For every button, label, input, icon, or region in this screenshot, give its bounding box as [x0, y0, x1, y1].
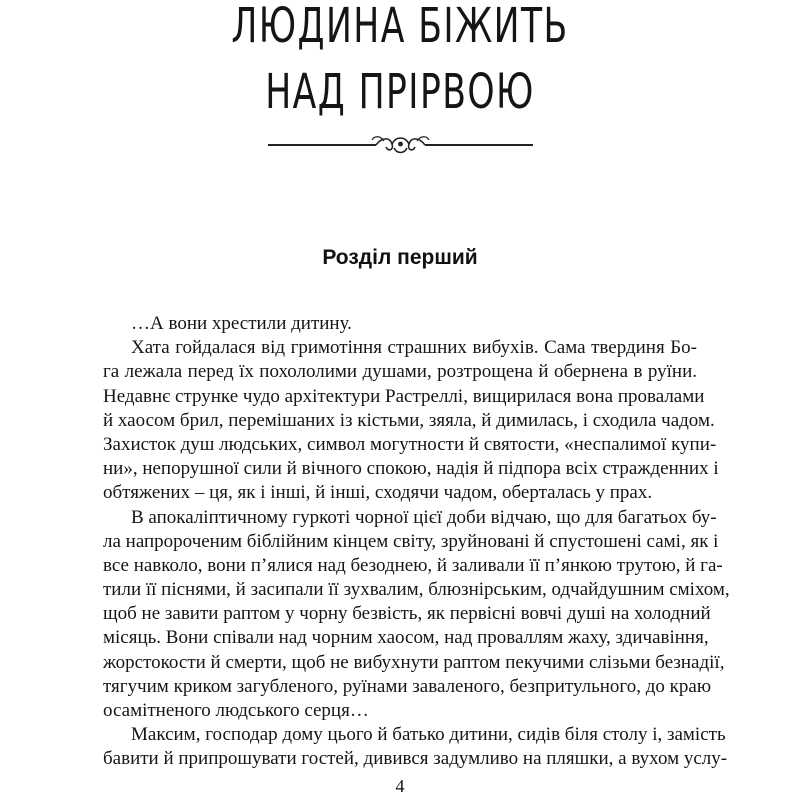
- page-number: 4: [395, 776, 405, 796]
- body-text: [103, 312, 730, 772]
- text-line: Максим, господар дому цього й батько дитини, сидів біля столу і, замість: [131, 724, 726, 746]
- book-title-line-1: ЛЮДИНА БІЖИТЬ: [231, 0, 569, 54]
- text-line: бавити й припрошувати гостей, дивився задумливо на пляшки, а вухом услу-: [103, 748, 728, 770]
- text-line: й хаосом брил, перемішаних із кістьми, зяяла, й димилась, і сходила чадом.: [103, 409, 715, 431]
- text-line: щоб не завити раптом у чорну безвість, як первісні вовчі душі на холодний: [103, 603, 711, 625]
- text-line: Хата гойдалася від гримотіння страшних вибухів. Сама твердиня Бо-: [131, 337, 697, 359]
- text-line: місяць. Вони співали над чорним хаосом, над проваллям жаху, здичавіння,: [103, 627, 709, 649]
- text-line: …А вони хрестили дитину.: [131, 313, 352, 334]
- text-line: тягучим криком загубленого, руїнами заваленого, безпритульного, до краю: [103, 675, 712, 697]
- chapter-heading: Розділ перший: [322, 246, 478, 269]
- text-line: все навколо, вони п’ялися над безоднею, й заливали її п’янкою трутою, й га-: [103, 554, 723, 576]
- text-line: жорстокости й смерти, щоб не вибухнути раптом пекучими слізьми безнадії,: [103, 651, 725, 673]
- text-line: Захисток душ людських, символ могутности й святости, «неспалимої купи-: [103, 433, 717, 455]
- text-line: обтяжених – ця, як і інші, й інші, сходячи чадом, оберталась у прах.: [103, 482, 653, 504]
- text-line: га лежала перед їх похололими душами, розтрощена й обернена в руїни.: [103, 361, 697, 383]
- book-title-line-2: НАД ПРІРВОЮ: [265, 64, 535, 120]
- text-line: ла напророченим біблійним кінцем світу, зруйновані й спустошені самі, як і: [103, 530, 719, 552]
- text-line: В апокаліптичному гуркоті чорної цієї доби відчаю, що для багатьох бу-: [131, 506, 717, 528]
- text-line: осамітненого людського серця…: [103, 700, 369, 721]
- decorative-divider-icon: [268, 132, 533, 158]
- text-line: Недавнє струнке чудо архітектури Растреллі, вищирилася вона провалами: [103, 385, 705, 407]
- text-line: ни», непорушної сили й вічного спокою, надія й підпора всіх стражденних і: [103, 458, 719, 480]
- text-line: тили її піснями, й засипали її зухвалим, блюзнірським, одчайдушним сміхом,: [103, 579, 730, 601]
